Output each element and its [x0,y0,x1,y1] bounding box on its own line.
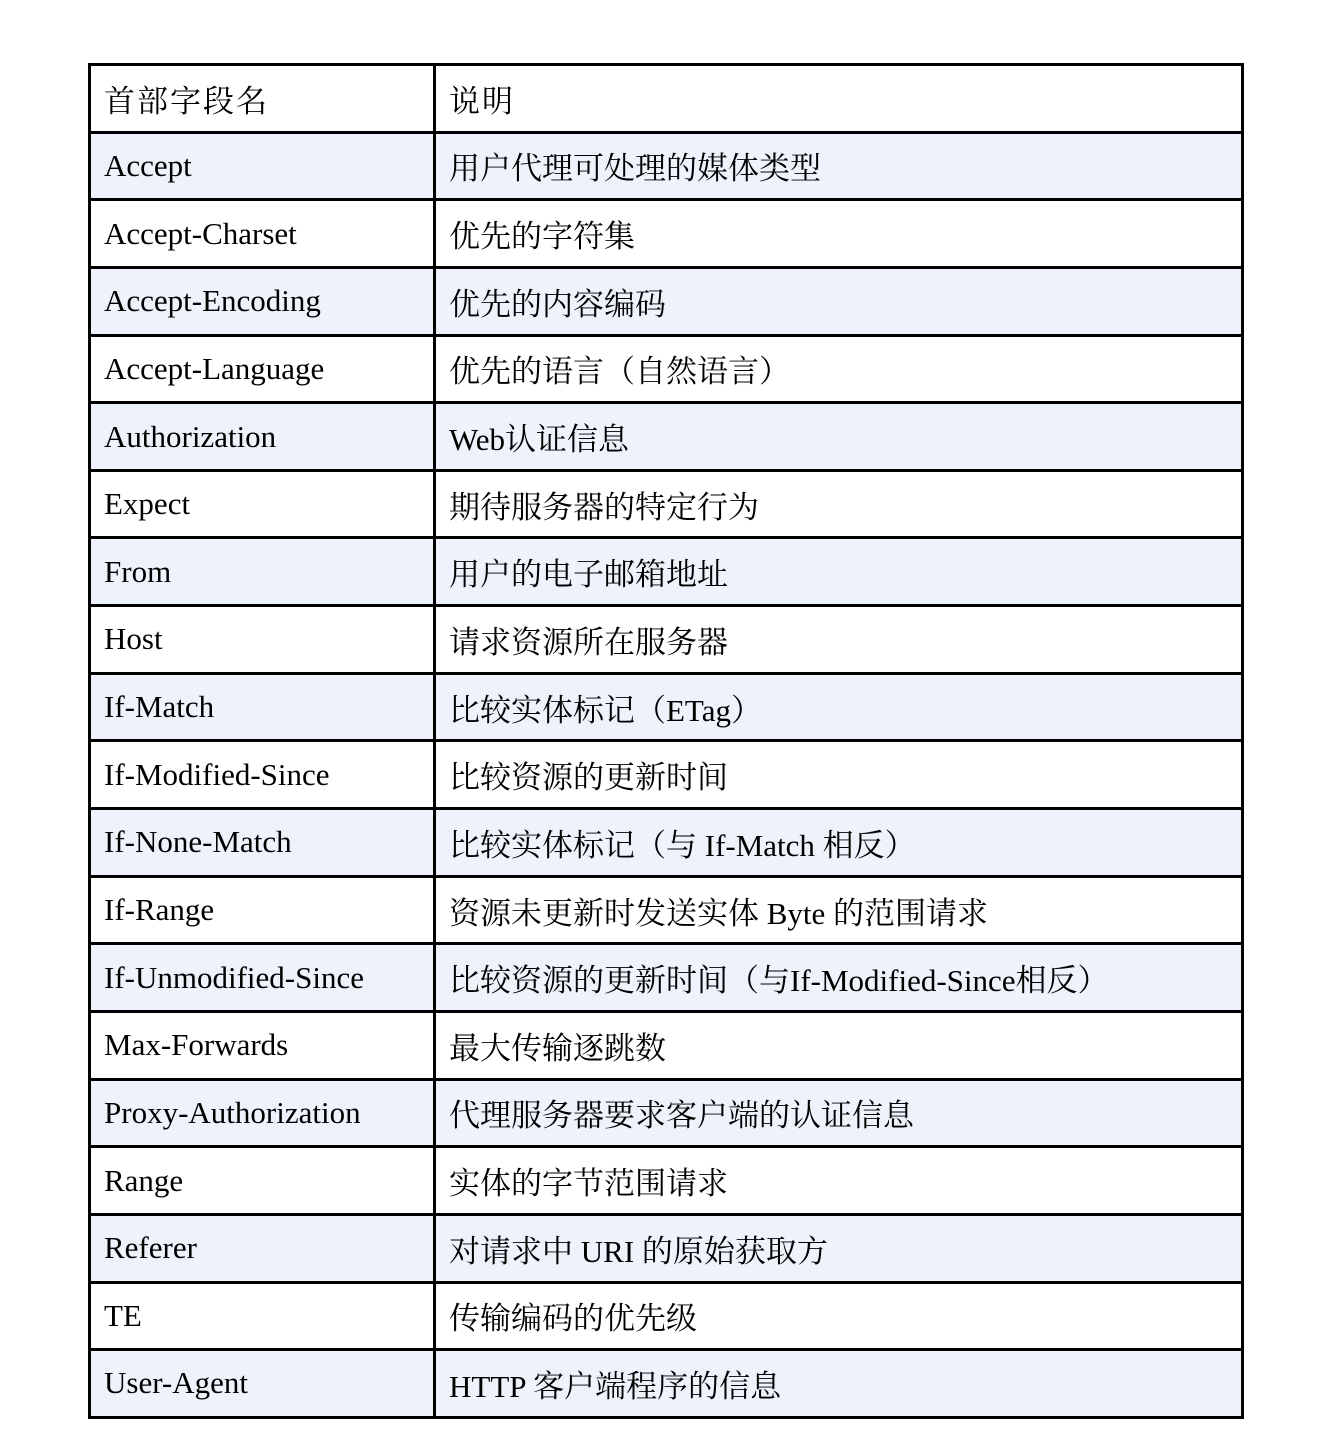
table-row [90,809,1243,877]
field-name-cell: If-Match [90,673,435,741]
field-name-cell: If-Range [90,876,435,944]
description-cell: 请求资源所在服务器 [435,606,1243,674]
field-name-cell: Max-Forwards [90,1011,435,1079]
description-cell: 最大传输逐跳数 [435,1011,1243,1079]
table-row [90,200,1243,268]
description-cell: 比较实体标记（与 If-Match 相反） [435,809,1243,877]
http-request-headers-table [88,63,1244,1419]
table-header [90,65,1243,133]
field-name-cell: User-Agent [90,1350,435,1418]
table-row [90,403,1243,471]
field-name-cell: Accept-Charset [90,200,435,268]
field-name-cell: Referer [90,1214,435,1282]
table-row [90,1011,1243,1079]
table-row [90,1147,1243,1215]
field-name-cell: Proxy-Authorization [90,1079,435,1147]
field-name-cell: From [90,538,435,606]
table-row [90,538,1243,606]
description-cell: 优先的字符集 [435,200,1243,268]
table-row [90,1282,1243,1350]
table-row [90,335,1243,403]
description-cell: 用户代理可处理的媒体类型 [435,132,1243,200]
table-row [90,470,1243,538]
description-cell: 比较资源的更新时间（与If-Modified-Since相反） [435,944,1243,1012]
description-cell: 传输编码的优先级 [435,1282,1243,1350]
description-cell: HTTP 客户端程序的信息 [435,1350,1243,1418]
field-name-cell: If-Unmodified-Since [90,944,435,1012]
description-cell: 优先的语言（自然语言） [435,335,1243,403]
table-row [90,741,1243,809]
field-name-cell: If-None-Match [90,809,435,877]
table-body [90,132,1243,1417]
description-cell: 优先的内容编码 [435,267,1243,335]
description-cell: 资源未更新时发送实体 Byte 的范围请求 [435,876,1243,944]
field-name-cell: TE [90,1282,435,1350]
column-header-field-name: 首部字段名 [90,65,435,133]
field-name-cell: Authorization [90,403,435,471]
table-row [90,267,1243,335]
description-cell: 比较实体标记（ETag） [435,673,1243,741]
description-cell: Web认证信息 [435,403,1243,471]
field-name-cell: Expect [90,470,435,538]
description-cell: 实体的字节范围请求 [435,1147,1243,1215]
column-header-description: 说明 [435,65,1243,133]
description-cell: 代理服务器要求客户端的认证信息 [435,1079,1243,1147]
field-name-cell: Accept-Language [90,335,435,403]
description-cell: 比较资源的更新时间 [435,741,1243,809]
table-header-row [90,65,1243,133]
table-row [90,944,1243,1012]
table-row [90,1350,1243,1418]
table-row [90,1079,1243,1147]
table-row [90,132,1243,200]
description-cell: 对请求中 URI 的原始获取方 [435,1214,1243,1282]
field-name-cell: Accept [90,132,435,200]
field-name-cell: Range [90,1147,435,1215]
table-row [90,876,1243,944]
table-row [90,606,1243,674]
description-cell: 用户的电子邮箱地址 [435,538,1243,606]
table-row [90,673,1243,741]
field-name-cell: Host [90,606,435,674]
description-cell: 期待服务器的特定行为 [435,470,1243,538]
table-row [90,1214,1243,1282]
field-name-cell: Accept-Encoding [90,267,435,335]
field-name-cell: If-Modified-Since [90,741,435,809]
